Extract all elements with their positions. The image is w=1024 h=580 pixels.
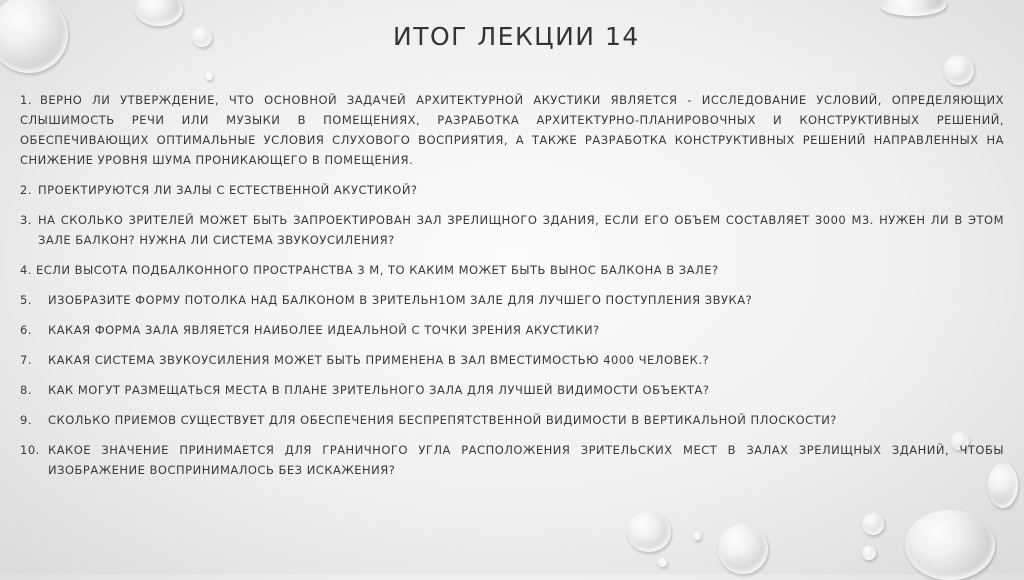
question-item bbox=[20, 210, 1004, 250]
question-number: 7. bbox=[20, 353, 32, 367]
question-item bbox=[20, 290, 1004, 310]
question-text: ВЕРНО ЛИ УТВЕРЖДЕНИЕ, ЧТО ОСНОВНОЙ ЗАДАЧЕЙ АРХИТЕКТУРНОЙ АКУСТИКИ ЯВЛЯЕТСЯ - ИССЛЕДОВАНИЕ УСЛОВИЙ, ОПРЕДЕЛЯЮЩИХ СЛЫШИМОСТЬ РЕЧИ ИЛИ МУЗЫКИ В ПОМЕЩЕНИЯХ, РАЗРАБОТКА АРХИТЕКТУРНО-ПЛАНИРОВОЧНЫХ И КОНСТРУКТИВНЫХ РЕШЕНИЙ, ОБЕСПЕЧИВАЮЩИХ ОПТИМАЛЬНЫЕ УСЛОВИЯ СЛУХОВОГО ВОСПРИЯТИЯ, А ТАКЖЕ РАЗРАБОТКА КОНСТРУКТИВНЫХ РЕШЕНИЙ НАПРАВЛЕННЫХ НА СНИЖЕНИЕ УРОВНЯ ШУМА ПРОНИКАЮЩЕГО В ПОМЕЩЕНИЯ. bbox=[20, 93, 1004, 167]
question-number: 4. bbox=[20, 263, 32, 277]
water-drop-decoration bbox=[192, 27, 212, 47]
question-number: 1. bbox=[20, 93, 32, 107]
question-item bbox=[20, 380, 1004, 400]
water-drop-decoration bbox=[862, 546, 876, 560]
question-text: КАКОЕ ЗНАЧЕНИЕ ПРИНИМАЕТСЯ ДЛЯ ГРАНИЧНОГО УГЛА РАСПОЛОЖЕНИЯ ЗРИТЕЛЬСКИХ МЕСТ В ЗАЛАХ ЗРЕЛИЩНЫХ ЗДАНИЙ, ЧТОБЫ ИЗОБРАЖЕНИЕ ВОСПРИНИМАЛОСЬ БЕЗ ИСКАЖЕНИЯ? bbox=[48, 443, 1004, 477]
question-number: 10. bbox=[20, 443, 40, 457]
water-drop-decoration bbox=[693, 532, 701, 540]
question-text: СКОЛЬКО ПРИЕМОВ СУЩЕСТВУЕТ ДЛЯ ОБЕСПЕЧЕНИЯ БЕСПРЕПЯТСТВЕННОЙ ВИДИМОСТИ В ВЕРТИКАЛЬНОЙ ПЛОСКОСТИ? bbox=[48, 413, 837, 427]
question-text: КАК МОГУТ РАЗМЕЩАТЬСЯ МЕСТА В ПЛАНЕ ЗРИТЕЛЬНОГО ЗАЛА ДЛЯ ЛУЧШЕЙ ВИДИМОСТИ ОБЪЕКТА? bbox=[48, 383, 710, 397]
question-text: ПРОЕКТИРУЮТСЯ ЛИ ЗАЛЫ С ЕСТЕСТВЕННОЙ АКУСТИКОЙ? bbox=[37, 183, 418, 197]
question-text: НА СКОЛЬКО ЗРИТЕЛЕЙ МОЖЕТ БЫТЬ ЗАПРОЕКТИРОВАН ЗАЛ ЗРЕЛИЩНОГО ЗДАНИЯ, ЕСЛИ ЕГО ОБЪЕМ СОСТАВЛЯЕТ 3000 М3. НУЖЕН ЛИ В ЭТОМ ЗАЛЕ БАЛКОН? НУЖНА ЛИ СИСТЕМА ЗВУКОУСИЛЕНИЯ? bbox=[37, 213, 1004, 247]
water-drop-decoration bbox=[905, 510, 995, 580]
slide-title: ИТОГ ЛЕКЦИИ 14 bbox=[393, 22, 640, 51]
question-number: 9. bbox=[20, 413, 32, 427]
question-number: 5. bbox=[20, 293, 32, 307]
water-drop-decoration bbox=[658, 558, 667, 567]
question-number: 8. bbox=[20, 383, 32, 397]
water-drop-decoration bbox=[135, 0, 183, 26]
question-item bbox=[20, 410, 1004, 430]
question-item bbox=[20, 350, 1004, 370]
question-text: КАКАЯ ФОРМА ЗАЛА ЯВЛЯЕТСЯ НАИБОЛЕЕ ИДЕАЛЬНОЙ С ТОЧКИ ЗРЕНИЯ АКУСТИКИ? bbox=[48, 323, 600, 337]
water-drop-decoration bbox=[205, 72, 213, 80]
question-item bbox=[20, 320, 1004, 340]
water-drop-decoration bbox=[627, 512, 671, 552]
water-drop-decoration bbox=[718, 524, 768, 574]
question-item bbox=[20, 90, 1004, 170]
question-number: 3. bbox=[20, 213, 32, 227]
water-drop-decoration bbox=[944, 55, 974, 85]
water-drop-decoration bbox=[862, 513, 884, 535]
question-text: ЕСЛИ ВЫСОТА ПОДБАЛКОННОГО ПРОСТРАНСТВА 3 М, ТО КАКИМ МОЖЕТ БЫТЬ ВЫНОС БАЛКОНА В ЗАЛЕ? bbox=[35, 263, 719, 277]
water-drop-decoration bbox=[0, 0, 68, 73]
question-item bbox=[20, 180, 1004, 200]
water-drop-decoration bbox=[880, 0, 946, 16]
question-item bbox=[20, 440, 1004, 480]
question-number: 2. bbox=[20, 183, 32, 197]
question-list bbox=[20, 90, 1004, 490]
question-item bbox=[20, 260, 1004, 280]
question-number: 6. bbox=[20, 323, 32, 337]
question-text: ИЗОБРАЗИТЕ ФОРМУ ПОТОЛКА НАД БАЛКОНОМ В ЗРИТЕЛЬН1ОМ ЗАЛЕ ДЛЯ ЛУЧШЕГО ПОСТУПЛЕНИЯ ЗВУКА? bbox=[48, 293, 753, 307]
question-text: КАКАЯ СИСТЕМА ЗВУКОУСИЛЕНИЯ МОЖЕТ БЫТЬ ПРИМЕНЕНА В ЗАЛ ВМЕСТИМОСТЬЮ 4000 ЧЕЛОВЕК.? bbox=[48, 353, 710, 367]
